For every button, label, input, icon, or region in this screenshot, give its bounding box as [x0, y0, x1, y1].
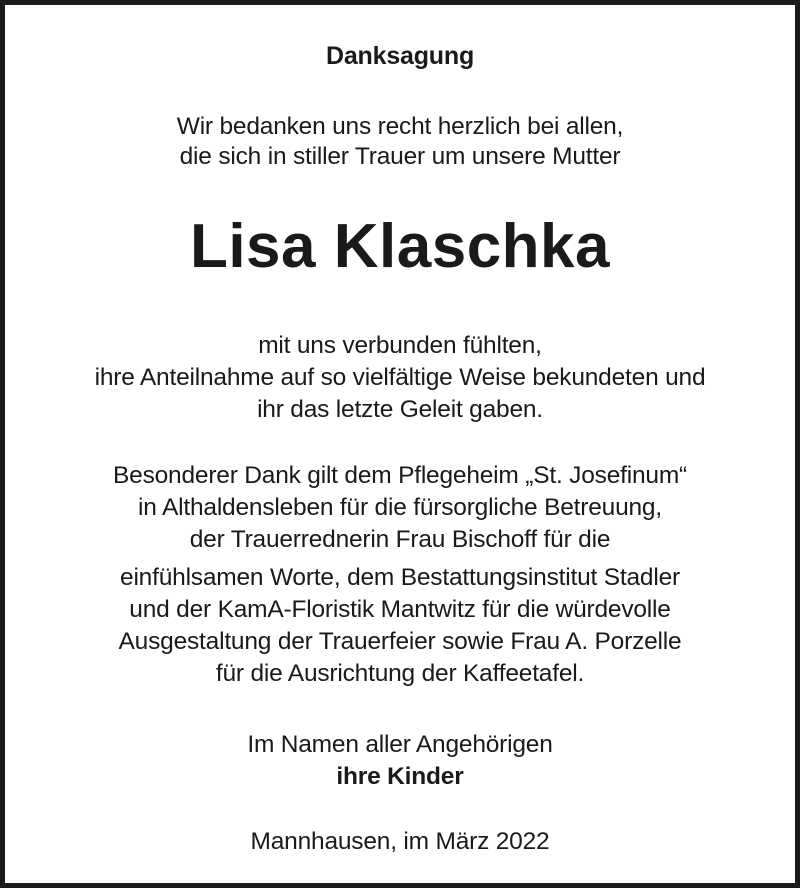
thanks-line-6: Ausgestaltung der Trauerfeier sowie Frau A. Porzelle	[118, 628, 682, 655]
intro-line-2: die sich in stiller Trauer um unsere Mutter	[179, 143, 621, 170]
body-line-2: ihre Anteilnahme auf so vielfältige Weise bekundeten und	[94, 364, 706, 391]
intro-line-1: Wir bedanken uns recht herzlich bei allen,	[176, 113, 624, 140]
thanks-line-2: in Althaldensleben für die fürsorgliche Betreuung,	[138, 494, 662, 521]
thanks-line-1: Besonderer Dank gilt dem Pflegeheim „St. Josefinum“	[113, 462, 687, 489]
body-line-3: ihr das letzte Geleit gaben.	[257, 396, 543, 423]
deceased-name: Lisa Klaschka	[189, 212, 611, 281]
thanks-line-5: und der KamA-Floristik Mantwitz für die würdevolle	[129, 596, 671, 623]
notice-heading: Danksagung	[325, 42, 475, 70]
body-line-1: mit uns verbunden fühlten,	[258, 332, 542, 359]
thanks-line-3: der Trauerrednerin Frau Bischoff für die	[189, 526, 611, 553]
thanks-line-4: einfühlsamen Worte, dem Bestattungsinstitut Stadler	[120, 564, 680, 591]
thanks-line-7: für die Ausrichtung der Kaffeetafel.	[215, 660, 585, 687]
closing-line: Im Namen aller Angehörigen	[247, 731, 553, 758]
place-date: Mannhausen, im März 2022	[250, 828, 550, 855]
signature: ihre Kinder	[336, 763, 464, 790]
